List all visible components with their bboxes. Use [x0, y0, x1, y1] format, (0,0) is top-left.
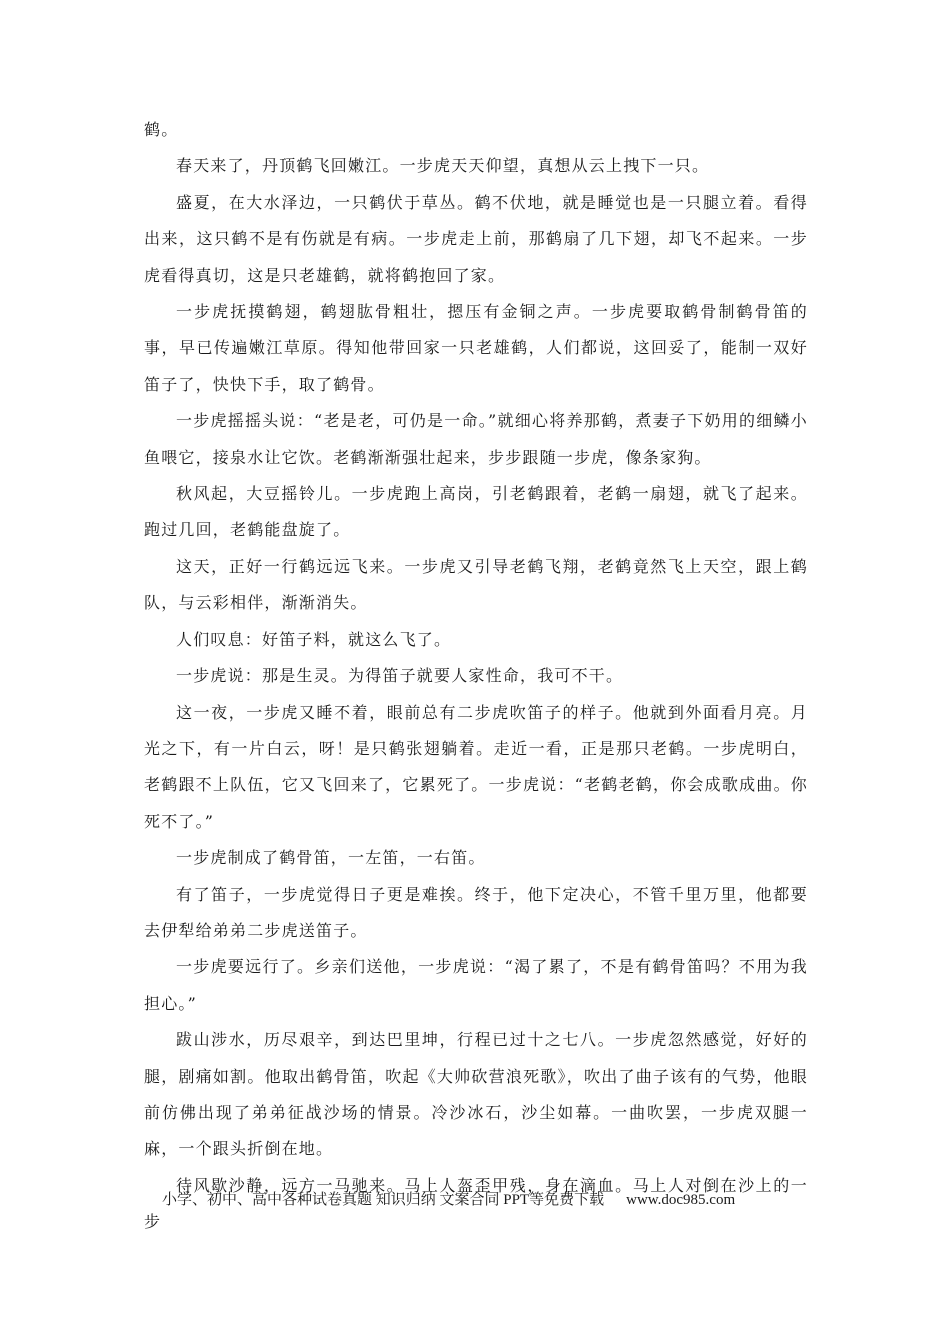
story-paragraph: 这天，正好一行鹤远远飞来。一步虎又引导老鹤飞翔，老鹤竟然飞上天空，跟上鹤队，与云彩相伴，渐渐消失。: [144, 556, 808, 613]
story-paragraph: 一步虎说：那是生灵。为得笛子就要人家性命，我可不干。: [176, 666, 624, 686]
story-paragraph: 待风歇沙静，远方一马驰来。马上人盔歪甲残，身在滴血。马上人对倒在沙上的一步: [144, 1175, 808, 1232]
story-body: [144, 112, 808, 1241]
story-paragraph: 春天来了，丹顶鹤飞回嫩江。一步虎天天仰望，真想从云上拽下一只。: [176, 156, 710, 176]
story-paragraph: 盛夏，在大水泽边，一只鹤伏于草丛。鹤不伏地，就是睡觉也是一只腿立着。看得出来，这只鹤不是有伤就是有病。一步虎走上前，那鹤扇了几下翅，却飞不起来。一步虎看得真切，这是只老雄鹤，就将鹤抱回了家。: [144, 192, 808, 285]
footer-website-link[interactable]: www.doc985.com: [626, 1192, 736, 1208]
story-paragraph: 一步虎抚摸鹤翅，鹤翅肱骨粗壮，摁压有金铜之声。一步虎要取鹤骨制鹤骨笛的事，早已传遍嫩江草原。得知他带回家一只老雄鹤，人们都说，这回妥了，能制一双好笛子了，快快下手，取了鹤骨。: [144, 302, 808, 394]
page-footer: [162, 1188, 842, 1212]
story-paragraph: 鹤。: [144, 120, 179, 139]
footer-promo-text: 小学、初中、高中各种试卷真题 知识归纳 文案合同 PPT等免费下载: [162, 1192, 605, 1208]
story-paragraph: 跋山涉水，历尽艰辛，到达巴里坤，行程已过十之七八。一步虎忽然感觉，好好的腿，剧痛如割。他取出鹤骨笛，吹起《大帅砍营浪死歌》，吹出了曲子该有的气势，他眼前仿佛出现了弟弟征战沙场的情景。冷沙冰石，沙尘如幕。一曲吹罢，一步虎双腿一麻，一个跟头折倒在地。: [144, 1030, 808, 1159]
story-paragraph: 一步虎摇摇头说：“老是老，可仍是一命。”就细心将养那鹤，煮妻子下奶用的细鳞小鱼喂它，接泉水让它饮。老鹤渐渐强壮起来，步步跟随一步虎，像条家狗。: [144, 411, 808, 467]
story-paragraph: 有了笛子，一步虎觉得日子更是难挨。终于，他下定决心，不管千里万里，他都要去伊犁给弟弟二步虎送笛子。: [144, 884, 808, 940]
story-paragraph: 秋风起，大豆摇铃儿。一步虎跑上高岗，引老鹤跟着，老鹤一扇翅，就飞了起来。跑过几回，老鹤能盘旋了。: [144, 484, 808, 540]
story-paragraph: 这一夜，一步虎又睡不着，眼前总有二步虎吹笛子的样子。他就到外面看月亮。月光之下，有一片白云，呀！是只鹤张翅躺着。走近一看，正是那只老鹤。一步虎明白，老鹤跟不上队伍，它又飞回来了，它累死了。一步虎说：“老鹤老鹤，你会成歌成曲。你死不了。”: [144, 702, 808, 831]
story-paragraph: 一步虎要远行了。乡亲们送他，一步虎说：“渴了累了，不是有鹤骨笛吗？不用为我担心。”: [144, 957, 808, 1013]
story-paragraph: 人们叹息：好笛子料，就这么飞了。: [176, 629, 452, 649]
story-paragraph: 一步虎制成了鹤骨笛，一左笛，一右笛。: [176, 848, 486, 868]
